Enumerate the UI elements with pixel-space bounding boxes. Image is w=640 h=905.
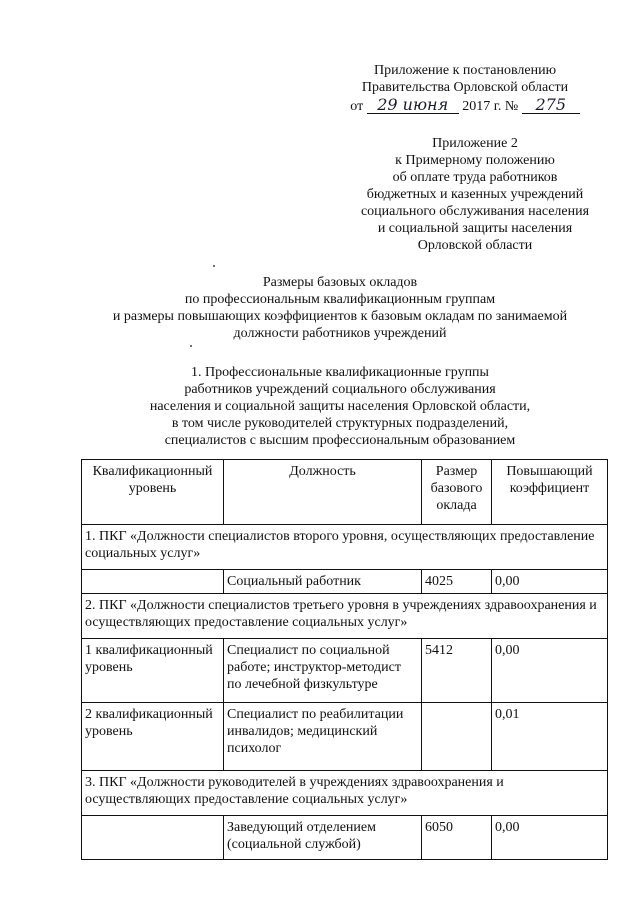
header-coef: Повышающий коэффициент	[492, 460, 608, 525]
table-row	[82, 816, 608, 860]
cell-level: 2 квалификационный уровень	[82, 703, 224, 771]
section1-line: специалистов с высшим профессиональным образованием	[164, 433, 516, 448]
cell-level	[82, 570, 224, 594]
group-row	[82, 594, 608, 639]
cell-level	[82, 816, 224, 860]
cell-salary: 4025	[422, 570, 492, 594]
resolution-header	[300, 62, 630, 115]
appendix2-line: Приложение 2	[432, 136, 518, 151]
order-date-handwritten: 29 июня	[367, 96, 459, 114]
table-header-row	[82, 460, 608, 525]
section1-line: в том числе руководителей структурных подразделений,	[171, 416, 509, 431]
cell-position: Специалист по реабилитации инвалидов; медицинский психолог	[224, 703, 422, 771]
appendix2-line: и социальной защиты населения	[377, 221, 573, 236]
cell-coef: 0,00	[492, 816, 608, 860]
cell-salary	[422, 703, 492, 771]
group-row	[82, 771, 608, 816]
section1-line: населения и социальной защиты населения Орловской области,	[149, 399, 531, 414]
group-title: 2. ПКГ «Должности специалистов третьего уровня в учреждениях здравоохранения и осуществляющих предоставление социальных услуг»	[82, 594, 608, 639]
order-prefix: от	[350, 99, 364, 114]
section1-line: 1. Профессиональные квалификационные группы	[191, 365, 489, 380]
appendix2-header	[310, 135, 640, 254]
title-line: по профессиональным квалификационным группам	[184, 292, 496, 307]
cell-salary: 5412	[422, 639, 492, 703]
cell-position: Заведующий отделением (социальной службой)	[224, 816, 422, 860]
cell-level: 1 квалификационный уровень	[82, 639, 224, 703]
header-salary: Размер базового оклада	[422, 460, 492, 525]
document-title	[60, 274, 620, 342]
header-level: Квалификационный уровень	[82, 460, 224, 525]
section1-line: работников учреждений социального обслуживания	[184, 382, 496, 397]
table-row	[82, 703, 608, 771]
table-row	[82, 570, 608, 594]
order-year: 2017 г. №	[462, 99, 519, 114]
order-line	[300, 96, 630, 115]
appendix2-line: об оплате труда работников	[392, 170, 558, 185]
header-position: Должность	[224, 460, 422, 525]
appendix-to-label: Приложение к постановлению	[373, 63, 557, 78]
scan-speck	[190, 345, 192, 347]
appendix2-line: бюджетных и казенных учреждений	[366, 187, 584, 202]
group-title: 1. ПКГ «Должности специалистов второго уровня, осуществляющих предоставление социальных услуг»	[82, 525, 608, 570]
cell-position: Социальный работник	[224, 570, 422, 594]
group-title: 3. ПКГ «Должности руководителей в учреждениях здравоохранения и осуществляющих предоставление социальных услуг»	[82, 771, 608, 816]
government-label: Правительства Орловской области	[361, 80, 569, 95]
scan-speck	[213, 265, 215, 267]
order-number-handwritten: 275	[522, 96, 580, 114]
cell-position: Специалист по социальной работе; инструктор-методист по лечебной физкультуре	[224, 639, 422, 703]
cell-coef: 0,00	[492, 639, 608, 703]
salary-table	[81, 459, 608, 860]
group-row	[82, 525, 608, 570]
title-line: должности работников учреждений	[233, 326, 447, 341]
appendix2-line: Орловской области	[417, 238, 533, 253]
cell-salary: 6050	[422, 816, 492, 860]
appendix2-line: к Примерному положению	[395, 153, 555, 168]
cell-coef: 0,00	[492, 570, 608, 594]
appendix2-line: социального обслуживания населения	[360, 204, 590, 219]
section1-heading	[60, 364, 620, 449]
title-line: и размеры повышающих коэффициентов к базовым окладам по занимаемой	[112, 309, 568, 324]
cell-coef: 0,01	[492, 703, 608, 771]
table-row	[82, 639, 608, 703]
title-line: Размеры базовых окладов	[262, 275, 418, 290]
